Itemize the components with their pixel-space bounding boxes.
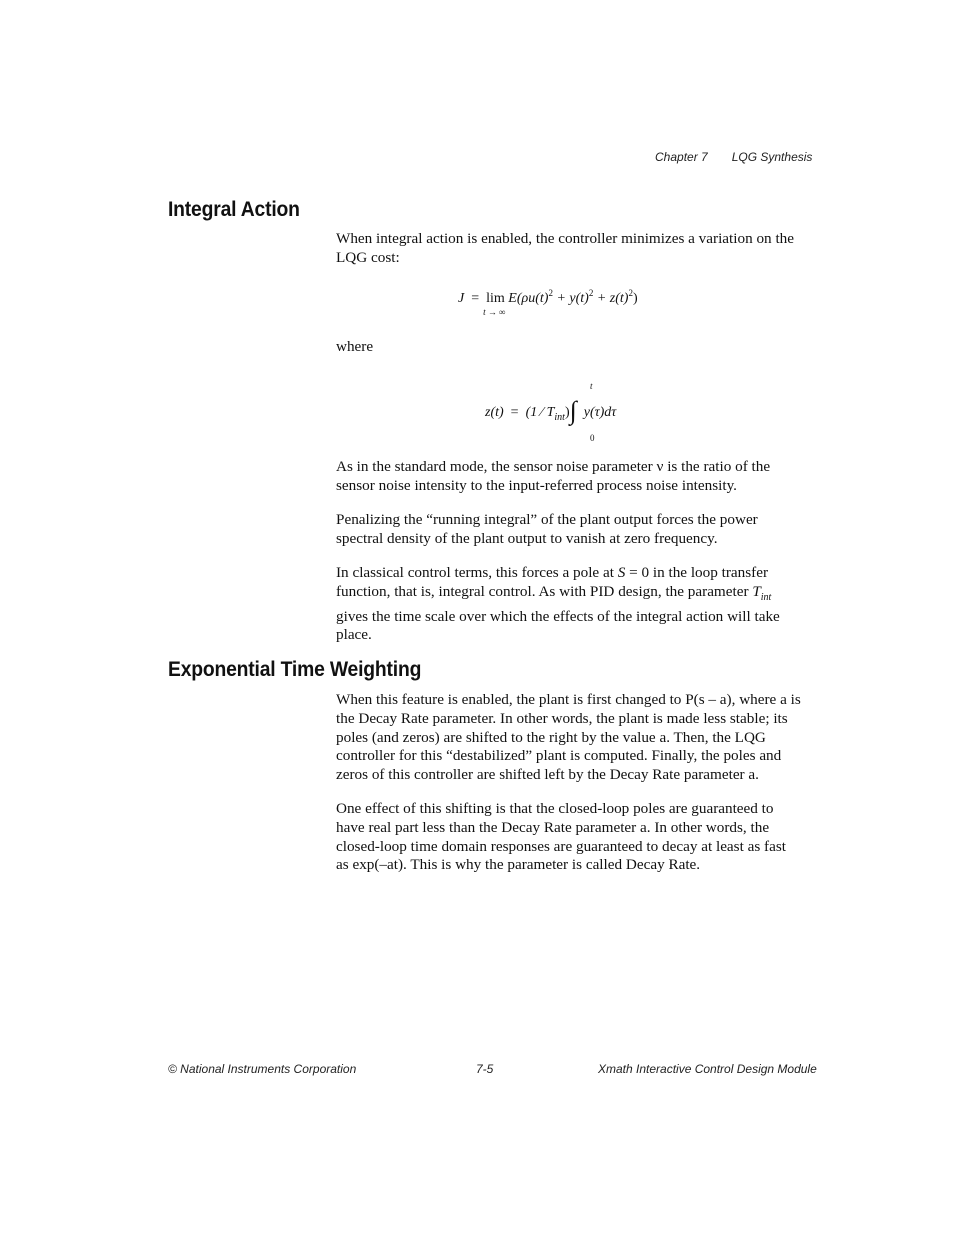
equation-integral: [485, 393, 616, 423]
paragraph: As in the standard mode, the sensor noise parameter ν is the ratio of the sensor noise intensity to the input-referred process noise intensity.: [336, 458, 771, 494]
footer-page-number: 7-5: [476, 1062, 494, 1076]
eq-body-b: + y(t): [556, 291, 589, 306]
eq2-coef-sub: int: [554, 412, 565, 423]
paragraph: One effect of this shifting is that the closed-loop poles are guaranteed to have real part less than the Decay Rate parameter a. In other words, the closed-loop time domain responses are guaranteed to decay at least as fast as exp(–at). This is why the parameter is called Decay Rate.: [336, 800, 786, 874]
eq2-lhs: z(t): [485, 405, 504, 420]
inline-Tint: $T_{int}$: [752, 582, 772, 603]
eq-equals: =: [471, 291, 480, 306]
paragraph: When this feature is enabled, the plant is first changed to P(s – a), where a is the Decay Rate parameter. In other words, the plant is made less stable; its poles (and zeros) are shifted to the right by the value a. Then, the LQG controller for this “destabilized” plant is computed. Finally, the poles and zeros of this controller are shifted left by the Decay Rate parameter a.: [336, 691, 801, 784]
paragraph-where: where: [336, 338, 374, 355]
integral-lower-limit: 0: [590, 433, 595, 443]
paragraph: When integral action is enabled, the controller minimizes a variation on the LQG cost:: [336, 230, 794, 266]
eq-body-d: ): [632, 291, 638, 306]
paragraph-classical-control: In classical control terms, this forces a pole at S = 0 in the loop transfer function, that is, integral control. As with PID design, the parameter $T_{int}$ gives the time scale over which the effects of the integral action will take place.: [336, 564, 780, 644]
eq-lim-sub: t → ∞: [483, 307, 506, 317]
integral-upper-limit: t: [590, 381, 593, 391]
header-section: LQG Synthesis: [731, 150, 813, 164]
running-header: [655, 150, 812, 164]
eq2-coef-close: ): [564, 405, 570, 420]
eq-body-a: E(ρu(t): [508, 291, 549, 306]
eq2-coef: (1 ⁄ T: [525, 405, 555, 420]
paragraph: Penalizing the “running integral” of the plant output forces the power spectral density of the plant output to vanish at zero frequency.: [336, 511, 758, 547]
inline-S: S: [617, 564, 626, 581]
section-title-exponential-time-weighting: Exponential Time Weighting: [168, 658, 422, 681]
equation-cost: J = lim t → ∞ $E(\rho u(t)^2 + y(t)^2 + z(t)^2)$: [458, 288, 638, 317]
footer-left: © National Instruments Corporation: [168, 1062, 357, 1076]
eq-body-c: + z(t): [596, 291, 629, 306]
eq-lim: lim: [486, 291, 505, 306]
eq-lhs: J: [458, 291, 465, 306]
eq2-integrand: y(τ)dτ: [583, 405, 617, 420]
eq2-equals: =: [510, 405, 519, 420]
footer-right: Xmath Interactive Control Design Module: [598, 1062, 817, 1076]
header-chapter: Chapter 7: [655, 150, 708, 164]
integral-symbol: ∫: [569, 396, 577, 425]
section-title-integral-action: Integral Action: [168, 198, 300, 221]
